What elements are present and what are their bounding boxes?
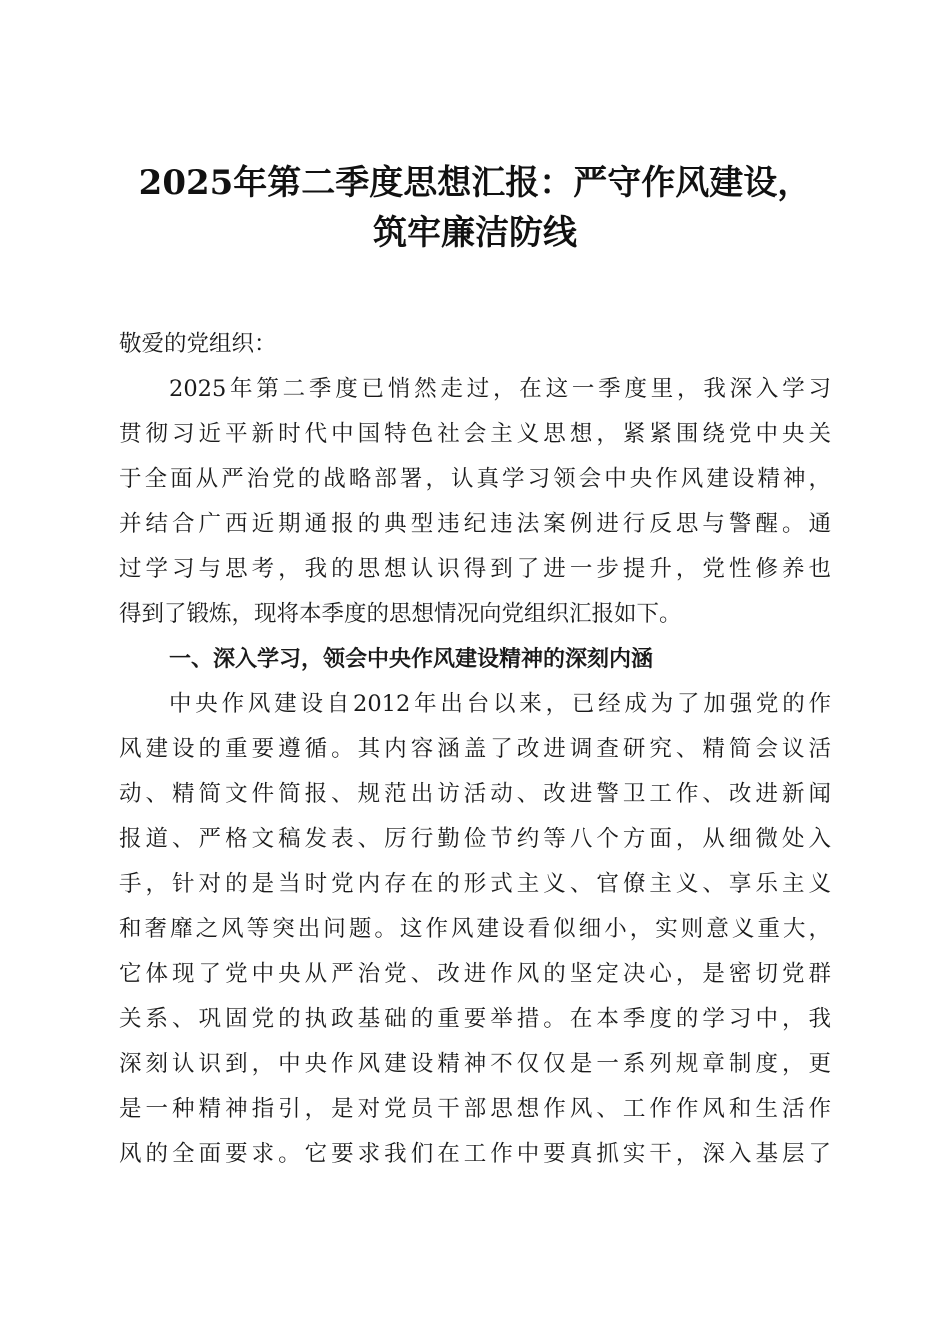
title-line-2: 筑牢廉洁防线 [373,213,577,253]
salutation [119,322,831,367]
paragraph-line: 贯彻习近平新时代中国特色社会主义思想，紧紧围绕党中央关 [119,421,831,447]
paragraph-line: 报道、严格文稿发表、厉行勤俭节约等八个方面，从细微处入 [119,826,831,852]
paragraph-line: 动、精简文件简报、规范出访活动、改进警卫工作、改进新闻 [119,781,831,807]
paragraph-line: 过学习与思考，我的思想认识得到了进一步提升，党性修养也 [119,556,831,582]
paragraph-line: 2025年第二季度已悄然走过，在这一季度里，我深入学习 [169,376,831,402]
paragraph-2 [119,682,831,1177]
paragraph-line: 关系、巩固党的执政基础的重要举措。在本季度的学习中，我 [119,1006,831,1032]
paragraph-line: 于全面从严治党的战略部署，认真学习领会中央作风建设精神， [119,466,831,492]
paragraph-line: 深刻认识到，中央作风建设精神不仅仅是一系列规章制度，更 [119,1051,831,1077]
salutation-text: 敬爱的党组织： [119,331,277,357]
section-heading-text: 一、深入学习，领会中央作风建设精神的深刻内涵 [169,647,654,672]
paragraph-line: 它体现了党中央从严治党、改进作风的坚定决心，是密切党群 [119,961,831,987]
title-line-1: 2025年第二季度思想汇报：严守作风建设， [138,163,812,203]
paragraph-line: 并结合广西近期通报的典型违纪违法案例进行反思与警醒。通 [119,511,831,537]
section-heading-1 [119,637,831,682]
paragraph-line: 和奢靡之风等突出问题。这作风建设看似细小，实则意义重大， [119,916,831,942]
paragraph-1 [119,367,831,637]
paragraph-line: 得到了锻炼，现将本季度的思想情况向党组织汇报如下。 [119,601,682,627]
paragraph-line: 是一种精神指引，是对党员干部思想作风、工作作风和生活作 [119,1096,831,1122]
document-title [100,158,850,258]
paragraph-line: 风的全面要求。它要求我们在工作中要真抓实干，深入基层了 [119,1141,831,1167]
document-body [119,322,831,1177]
paragraph-line: 风建设的重要遵循。其内容涵盖了改进调查研究、精简会议活 [119,736,831,762]
paragraph-line: 手，针对的是当时党内存在的形式主义、官僚主义、享乐主义 [119,871,831,897]
paragraph-line: 中央作风建设自2012年出台以来，已经成为了加强党的作 [169,691,831,717]
